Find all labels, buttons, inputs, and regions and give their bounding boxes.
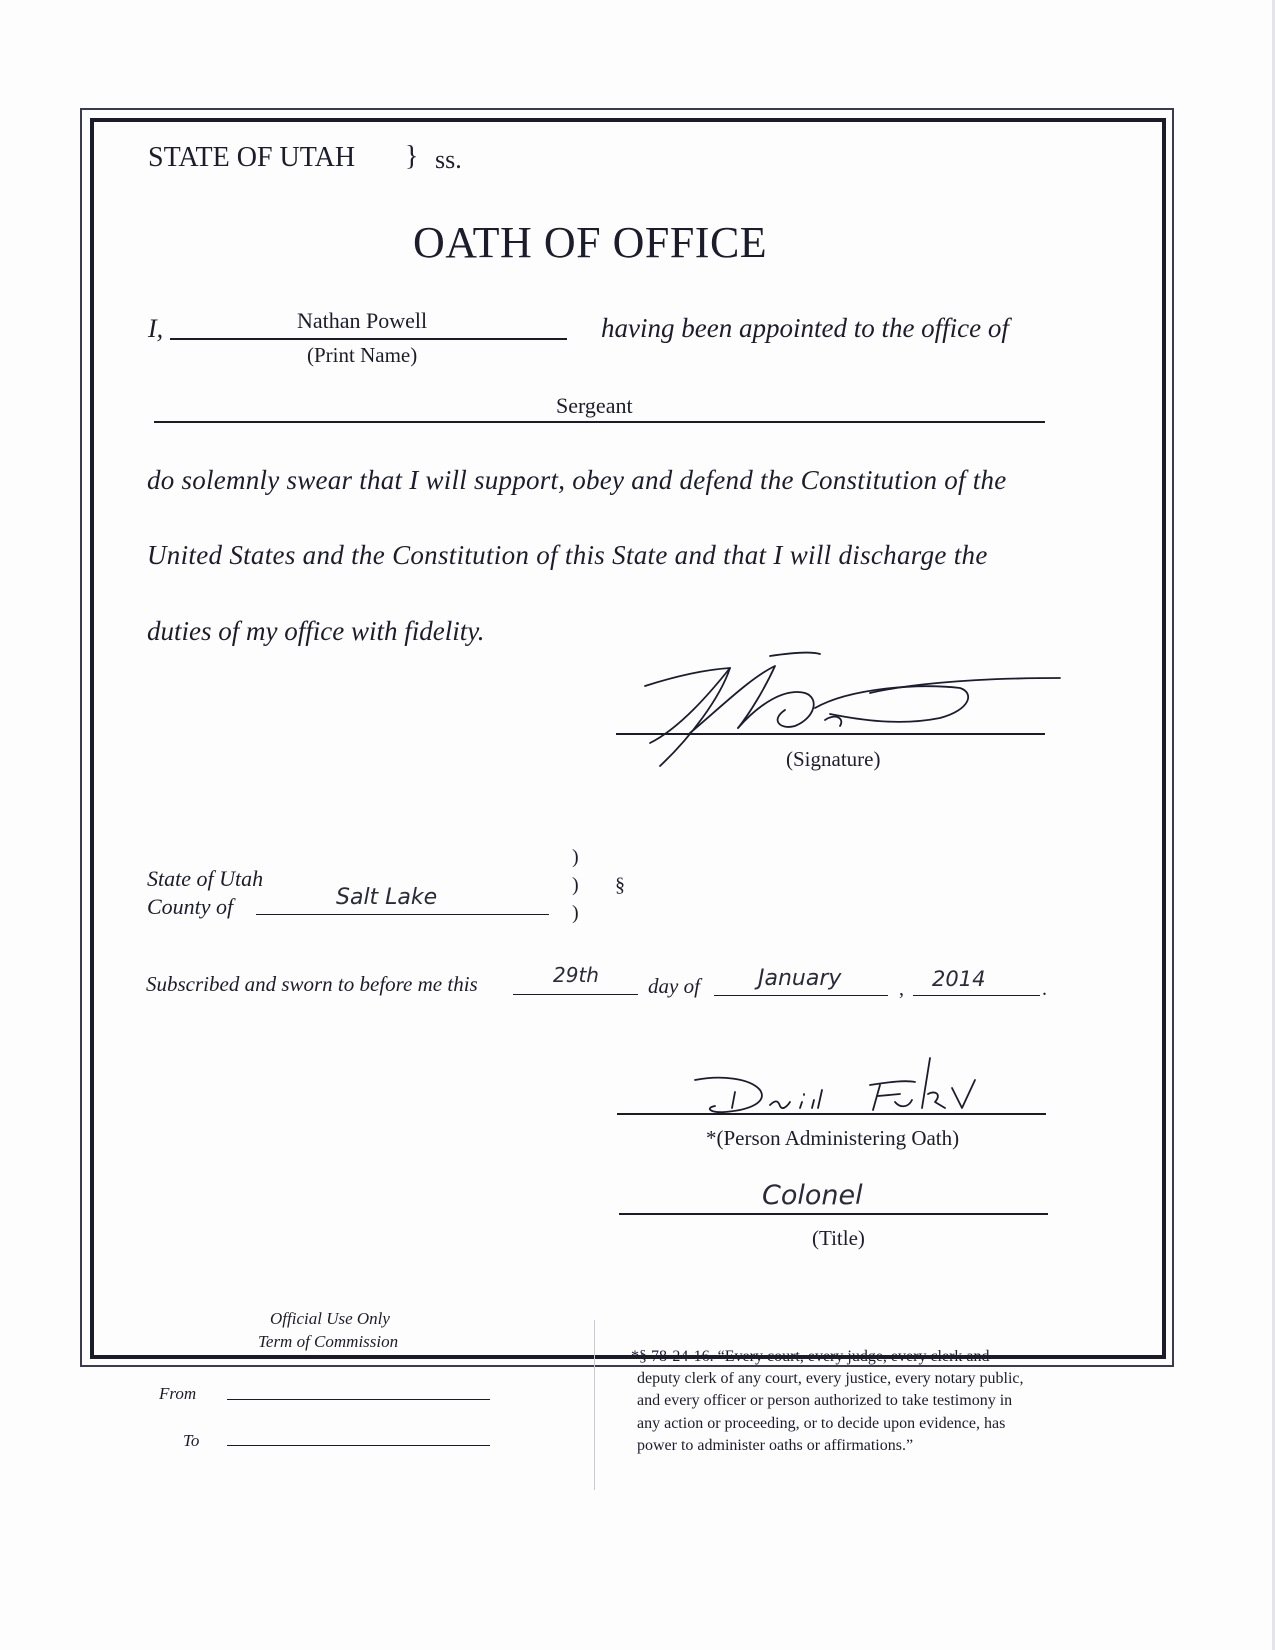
- print-name-value: Nathan Powell: [297, 308, 428, 333]
- state-caption: STATE OF UTAH: [148, 142, 356, 173]
- administrator-signature: [690, 1050, 990, 1120]
- statute-line-1: *§ 78-24-16. “Every court, every judge, every clerk and: [631, 1348, 990, 1365]
- month-value: January: [758, 966, 842, 991]
- title-value: Colonel: [762, 1180, 863, 1211]
- signature-label: (Signature): [786, 747, 881, 771]
- from-line: [227, 1399, 490, 1400]
- administrator-label: *(Person Administering Oath): [706, 1126, 960, 1150]
- statute-line-5: power to administer oaths or affirmations.”: [637, 1437, 914, 1454]
- county-value: Salt Lake: [336, 885, 438, 910]
- day-value: 29th: [553, 963, 599, 987]
- month-line: [714, 995, 888, 996]
- venue-paren-1: ): [572, 846, 579, 868]
- print-name-line: [170, 338, 567, 340]
- title-line: [619, 1213, 1048, 1215]
- ss-abbreviation: ss.: [435, 145, 462, 174]
- county-line: [256, 914, 549, 915]
- from-label: From: [159, 1384, 197, 1403]
- signature-line: [616, 733, 1045, 735]
- to-label: To: [183, 1431, 200, 1450]
- print-name-label: (Print Name): [307, 343, 418, 367]
- jurat-county-label: County of: [147, 894, 234, 919]
- day-of-text: day of: [648, 974, 700, 998]
- oath-pronoun: I,: [148, 314, 164, 343]
- venue-paren-3: ): [572, 902, 579, 924]
- jurat-state-label: State of Utah: [147, 866, 264, 891]
- oath-body-line-3: duties of my office with fidelity.: [147, 616, 485, 646]
- statute-line-2: deputy clerk of any court, every justice, every notary public,: [637, 1370, 1024, 1387]
- administrator-line: [617, 1113, 1046, 1115]
- appointed-text: having been appointed to the office of: [601, 313, 1009, 343]
- office-line: [154, 421, 1045, 423]
- official-use-heading: Official Use Only: [270, 1309, 390, 1328]
- document-title: OATH OF OFFICE: [413, 218, 768, 267]
- section-divider: [594, 1320, 595, 1490]
- date-comma: ,: [899, 978, 904, 1000]
- sworn-text: Subscribed and sworn to before me this: [146, 972, 478, 996]
- statute-line-3: and every officer or person authorized to take testimony in: [637, 1392, 1013, 1409]
- oath-body-line-2: United States and the Constitution of this State and that I will discharge the: [147, 540, 988, 570]
- term-of-commission-heading: Term of Commission: [258, 1332, 399, 1351]
- date-period: .: [1042, 978, 1047, 1000]
- oath-body-line-1: do solemnly swear that I will support, obey and defend the Constitution of the: [147, 465, 1007, 495]
- year-value: 2014: [932, 967, 986, 991]
- day-line: [513, 994, 638, 995]
- year-line: [913, 995, 1040, 996]
- title-label: (Title): [812, 1226, 865, 1250]
- statute-line-4: any action or proceeding, or to decide upon evidence, has: [637, 1415, 1006, 1432]
- to-line: [227, 1445, 490, 1446]
- section-symbol: §: [615, 874, 625, 896]
- venue-paren-2: ): [572, 874, 579, 896]
- caption-brace: }: [405, 141, 419, 172]
- office-value: Sergeant: [556, 393, 633, 418]
